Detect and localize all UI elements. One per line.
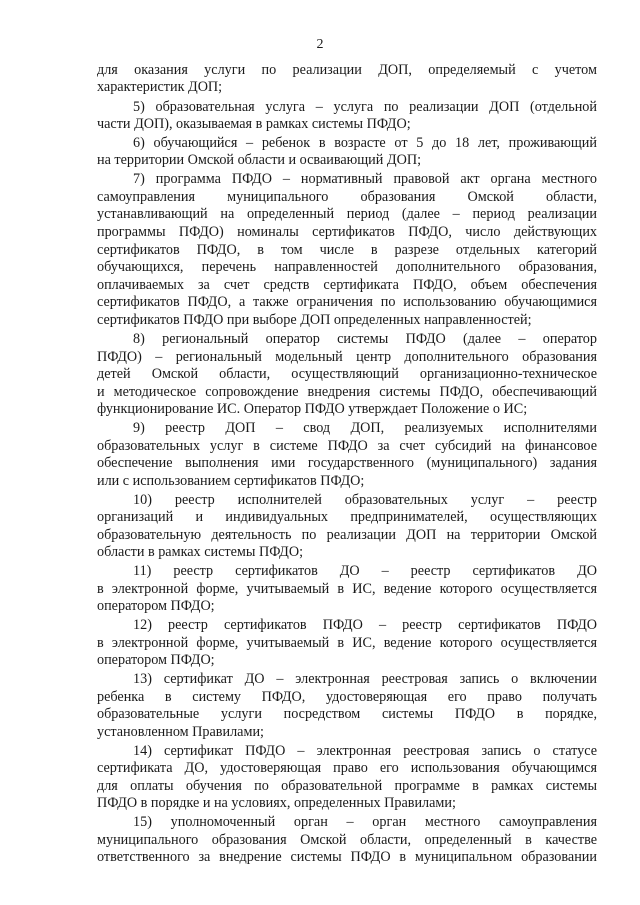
text-line: [133, 331, 597, 348]
text-line-content: 13) сертификат ДО – электронная реестровая запись о включении: [133, 671, 597, 687]
text-line-content: образовательную деятельность по реализации ДОП на территории Омской: [97, 527, 597, 543]
text-line-content: 7) программа ПФДО – нормативный правовой акт органа местного: [133, 171, 597, 187]
text-line: [97, 455, 597, 472]
text-line: [97, 652, 240, 669]
text-line: [97, 832, 597, 849]
text-line-content: 14) сертификат ПФДО – электронная реестровая запись о статусе: [133, 743, 597, 759]
text-line-content: сертификатов ПФДО, а также ограничения по использованию обучающимися: [97, 294, 597, 310]
text-line: [97, 760, 597, 777]
text-line-content: 12) реестр сертификатов ПФДО – реестр сертификатов ПФДО: [133, 617, 597, 633]
text-line-content: оператором ПФДО;: [97, 652, 215, 668]
text-line-content: обучающихся, перечень направленностей дополнительного образования,: [97, 259, 597, 275]
text-line-content: устанавливающий на определенный период (далее – период реализации: [97, 206, 597, 222]
text-line: [133, 492, 597, 509]
text-line-content: на территории Омской области и осваивающий ДОП;: [97, 152, 422, 168]
text-line-content: в электронной форме, учитываемый в ИС, ведение которого осуществляется: [97, 635, 597, 651]
text-line: [133, 743, 597, 760]
text-line: [97, 277, 597, 294]
text-line: [97, 849, 597, 866]
text-line-content: 8) региональный оператор системы ПФДО (далее – оператор: [133, 331, 597, 347]
text-line: [97, 598, 240, 615]
text-line: [97, 544, 320, 561]
text-line-content: функционирование ИС. Оператор ПФДО утверждает Положение о ИС;: [97, 401, 528, 417]
text-line-content: 11) реестр сертификатов ДО – реестр сертификатов ДО: [133, 563, 597, 579]
text-line: [97, 349, 597, 366]
text-line: [133, 814, 597, 831]
text-line-content: 6) обучающийся – ребенок в возрасте от 5 до 18 лет, проживающий: [133, 135, 597, 151]
text-line-content: образовательные услуги посредством системы ПФДО в порядке,: [97, 706, 597, 722]
text-line-content: в электронной форме, учитываемый в ИС, ведение которого осуществляется: [97, 581, 597, 597]
text-line-content: сертификатов ПФДО, в том числе в разрезе отдельных категорий: [97, 242, 597, 258]
text-line-content: оплачиваемых за счет средств сертификата ПФДО, объем обеспечения: [97, 277, 597, 293]
text-line-content: 9) реестр ДОП – свод ДОП, реализуемых исполнителями: [133, 420, 597, 436]
text-line-content: характеристик ДОП;: [97, 79, 223, 95]
text-line: [97, 259, 597, 276]
text-line: [133, 99, 597, 116]
text-line: [97, 384, 597, 401]
text-line: [97, 509, 597, 526]
text-line: [97, 224, 597, 241]
text-line-content: организаций и индивидуальных предпринимателей, осуществляющих: [97, 509, 597, 525]
text-line: [133, 671, 597, 688]
text-line: [97, 116, 460, 133]
text-line-content: обеспечение выполнения ими государственного (муниципального) задания: [97, 455, 597, 471]
text-line-content: 5) образовательная услуга – услуга по реализации ДОП (отдельной: [133, 99, 597, 115]
text-line: [97, 795, 525, 812]
text-line: [97, 189, 597, 206]
text-line: [97, 294, 597, 311]
text-line-content: сертификатов ПФДО при выборе ДОП определенных направленностей;: [97, 312, 532, 328]
text-line: [133, 420, 597, 437]
text-line: [97, 706, 597, 723]
text-line-content: и методическое сопровождение внедрения системы ПФДО, обеспечивающий: [97, 384, 597, 400]
text-line-content: ПФДО в порядке и на условиях, определенных Правилами;: [97, 795, 456, 811]
text-line-content: образовательных услуг в системе ПФДО за счет субсидий на финансовое: [97, 438, 597, 454]
text-line-content: для оплаты обучения по образовательной программе в рамках системы: [97, 778, 597, 794]
text-line: [97, 778, 597, 795]
text-line-content: части ДОП), оказываемая в рамках системы ПФДО;: [97, 116, 411, 132]
text-line: [133, 563, 597, 580]
text-line: [97, 206, 597, 223]
text-line: [97, 689, 597, 706]
text-line: [133, 135, 597, 152]
text-line-content: области в рамках системы ПФДО;: [97, 544, 304, 560]
text-line-content: 15) уполномоченный орган – орган местного самоуправления: [133, 814, 597, 830]
text-line-content: детей Омской области, осуществляющий организационно-техническое: [97, 366, 597, 382]
text-line: [97, 152, 440, 169]
text-line: [97, 473, 390, 490]
text-line: [97, 366, 597, 383]
text-line-content: муниципального образования Омской области, определенный в качестве: [97, 832, 597, 848]
text-line-content: оператором ПФДО;: [97, 598, 215, 614]
text-line: [97, 62, 597, 79]
text-line: [97, 724, 300, 741]
text-line-content: программы ПФДО) номиналы сертификатов ПФДО, число действующих: [97, 224, 597, 240]
text-line-content: самоуправления муниципального образования Омской области,: [97, 189, 597, 205]
text-line: [97, 635, 597, 652]
text-line-content: ответственного за внедрение системы ПФДО в муниципальном образовании: [97, 849, 597, 865]
text-line-content: или с использованием сертификатов ПФДО;: [97, 473, 365, 489]
text-line: [133, 617, 597, 634]
text-line: [97, 581, 597, 598]
text-line: [97, 79, 260, 96]
text-line-content: сертификата ДО, удостоверяющая право его использования обучающимся: [97, 760, 597, 776]
text-line-content: для оказания услуги по реализации ДОП, определяемый с учетом: [97, 62, 597, 78]
text-line-content: ПФДО) – региональный модельный центр дополнительного образования: [97, 349, 597, 365]
text-line: [133, 171, 597, 188]
text-line: [97, 438, 597, 455]
text-line: [97, 242, 597, 259]
text-line: [97, 401, 550, 418]
text-line: [97, 527, 597, 544]
text-line-content: установленном Правилами;: [97, 724, 264, 740]
text-line-content: 10) реестр исполнителей образовательных услуг – реестр: [133, 492, 597, 508]
text-line-content: ребенка в систему ПФДО, удостоверяющая его право получать: [97, 689, 597, 705]
page-number: 2: [316, 37, 324, 52]
text-line: [97, 312, 545, 329]
